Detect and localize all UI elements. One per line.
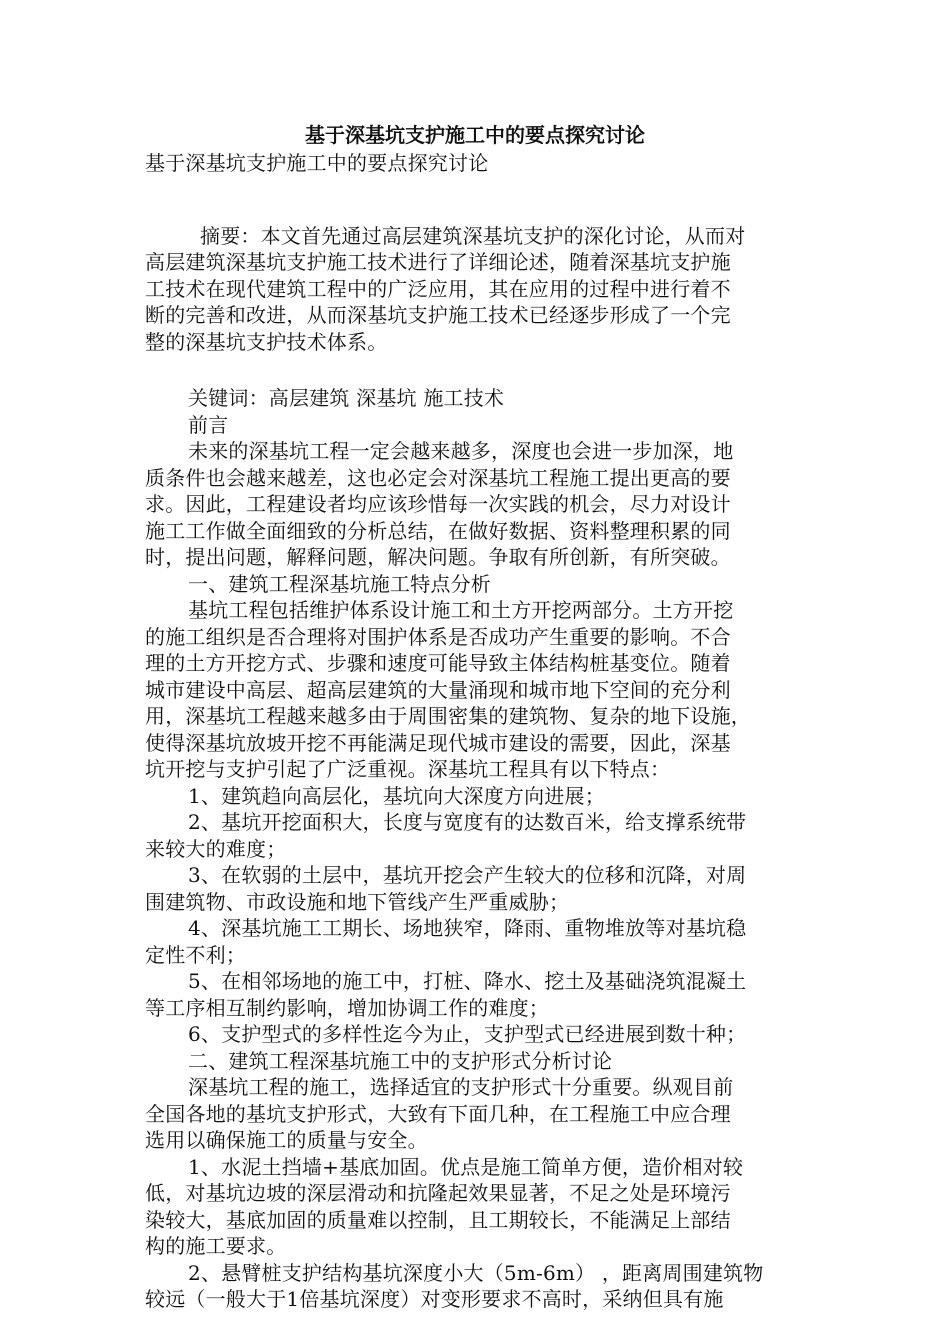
list-item: 3、在软弱的土层中，基坑开挖会产生较大的位移和沉降，对周: [188, 863, 747, 887]
section1-intro-line: 坑开挖与支护引起了广泛重视。深基坑工程具有以下特点：: [145, 757, 671, 781]
abstract-line: 高层建筑深基坑支护施工技术进行了详细论述，随着深基坑支护施: [145, 250, 731, 274]
list-item: 1、建筑趋向高层化，基坑向大深度方向进展；: [188, 783, 605, 808]
list-item: 2、悬臂桩支护结构基坑深度小大（5m-6m） ，距离周围建筑物: [188, 1260, 764, 1285]
list-item-continuation: 定性不利；: [145, 942, 246, 967]
section2-intro: [145, 1074, 805, 1154]
abstract-line: 整的深基坑支护技术体系。: [145, 329, 388, 354]
list-item-continuation: 构的施工要求。: [145, 1234, 287, 1258]
section2-list: [145, 1154, 805, 1313]
preface-line: 求。因此，工程建设者均应该珍惜每一次实践的机会，尽力对设计: [145, 492, 731, 516]
spacer: [145, 177, 805, 223]
list-item-continuation: 低，对基坑边坡的深层滑动和抗隆起效果显著，不足之处是环境污: [145, 1181, 731, 1205]
abstract-line: 摘要：本文首先通过高层建筑深基坑支护的深化讨论，从而对: [200, 223, 746, 248]
section2-intro-line: 深基坑工程的施工，选择适宜的支护形式十分重要。纵观目前: [188, 1075, 734, 1099]
abstract-paragraph: [145, 223, 805, 356]
preface-line: 时，提出问题，解释问题，解决问题。争取有所创新，有所突破。: [145, 545, 731, 569]
preface-line: 质条件也会越来越差，这也必定会对深基坑工程施工提出更高的要: [145, 465, 731, 490]
spacer: [145, 355, 805, 385]
list-item-continuation: 较远（一般大于1倍基坑深度）对变形要求不高时，采纳但具有施: [145, 1287, 724, 1311]
preface-heading: 前言: [188, 412, 229, 437]
list-item-continuation: 染较大，基底加固的质量难以控制，且工期较长，不能满足上部结: [145, 1207, 731, 1232]
list-item-continuation: 围建筑物、市政设施和地下管线产生严重威胁；: [145, 889, 570, 914]
list-item: 5、在相邻场地的施工中，打桩、降水、挖土及基础浇筑混凝土: [188, 969, 747, 993]
section1-intro-line: 城市建设中高层、超高层建筑的大量涌现和城市地下空间的充分利: [145, 677, 731, 702]
section2-heading: 二、建筑工程深基坑施工中的支护形式分析讨论: [188, 1048, 613, 1073]
list-item-continuation: 来较大的难度；: [145, 836, 287, 861]
section1-intro-line: 理的土方开挖方式、步骤和速度可能导致主体结构桩基变位。随着: [145, 651, 731, 675]
abstract-line: 断的完善和改进，从而深基坑支护施工技术已经逐步形成了一个完: [145, 303, 731, 327]
abstract-line: 工技术在现代建筑工程中的广泛应用，其在应用的过程中进行着不: [145, 276, 731, 301]
document-page: [145, 120, 805, 1313]
list-item: 1、水泥土挡墙+基底加固。优点是施工简单方便，造价相对较: [188, 1154, 744, 1179]
section1-intro: [145, 597, 805, 783]
keywords: 关键词：高层建筑 深基坑 施工技术: [188, 386, 505, 410]
section1-intro-line: 基坑工程包括维护体系设计施工和土方开挖两部分。土方开挖: [188, 598, 734, 622]
section1-intro-line: 使得深基坑放坡开挖不再能满足现代城市建设的需要，因此，深基: [145, 730, 731, 755]
preface-paragraph: [145, 438, 805, 571]
section2-intro-line: 选用以确保施工的质量与安全。: [145, 1128, 428, 1152]
document-subtitle: 基于深基坑支护施工中的要点探究讨论: [145, 151, 489, 175]
preface-line: 施工工作做全面细致的分析总结，在做好数据、资料整理积累的同: [145, 518, 731, 543]
section1-list: [145, 783, 805, 1048]
section1-heading: 一、建筑工程深基坑施工特点分析: [188, 571, 491, 596]
list-item: 6、支护型式的多样性迄今为止，支护型式已经进展到数十种；: [188, 1022, 747, 1046]
section2-intro-line: 全国各地的基坑支护形式，大致有下面几种，在工程施工中应合理: [145, 1101, 731, 1126]
section1-intro-line: 用，深基坑工程越来越多由于周围密集的建筑物、复杂的地下设施，: [145, 704, 751, 728]
list-item: 2、基坑开挖面积大，长度与宽度有的达数百米，给支撑系统带: [188, 810, 747, 834]
document-title: 基于深基坑支护施工中的要点探究讨论: [305, 123, 645, 147]
section1-intro-line: 的施工组织是否合理将对围护体系是否成功产生重要的影响。不合: [145, 624, 731, 649]
list-item: 4、深基坑施工工期长、场地狭窄，降雨、重物堆放等对基坑稳: [188, 916, 747, 940]
list-item-continuation: 等工序相互制约影响，增加协调工作的难度；: [145, 995, 549, 1020]
preface-line: 未来的深基坑工程一定会越来越多，深度也会进一步加深，地: [188, 439, 734, 463]
